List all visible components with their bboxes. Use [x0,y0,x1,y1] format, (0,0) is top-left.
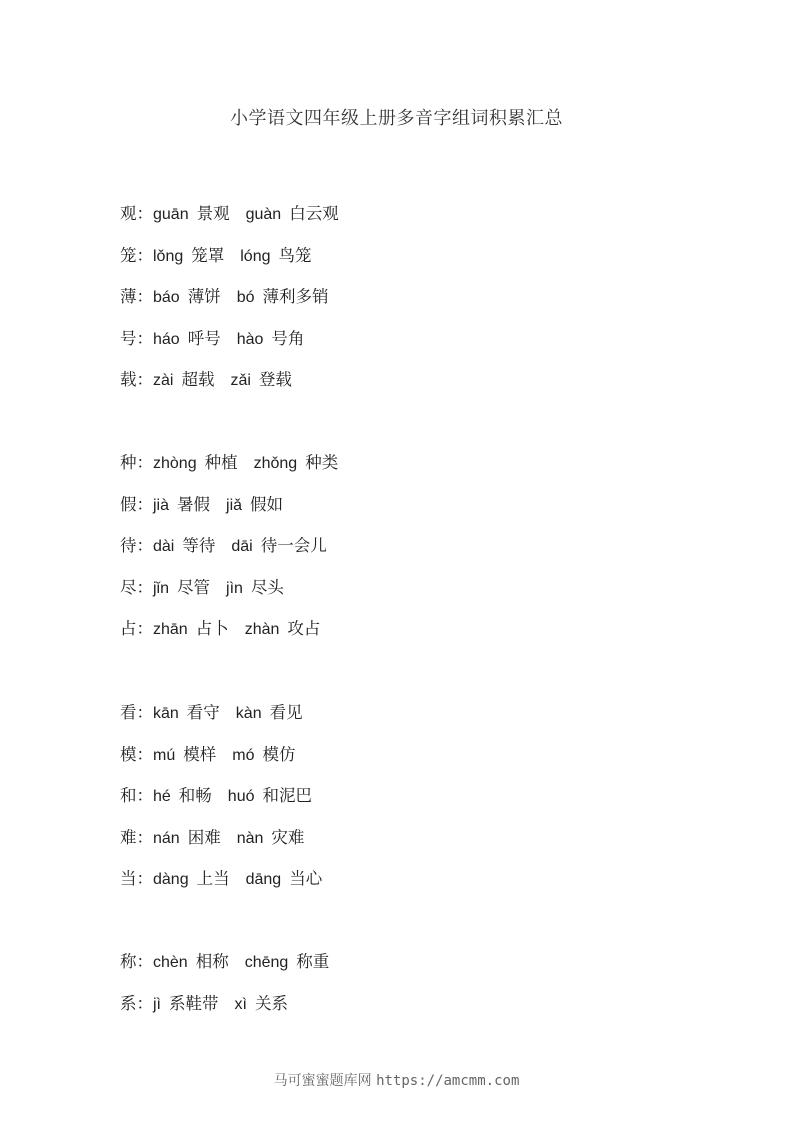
word-1: 种植 [204,453,238,472]
polyphone-char: 当 [120,869,137,889]
polyphone-char: 薄 [120,287,137,307]
pinyin-1: zhān [153,621,188,639]
word-1: 占卜 [195,619,229,639]
word-2: 当心 [289,869,323,889]
word-2: 登载 [258,370,292,390]
polyphone-char: 号 [120,328,137,348]
separator: ： [136,204,153,223]
polyphone-char: 待 [120,536,137,556]
footer-url: https://amcmm.com [376,1073,520,1089]
list-item [120,941,329,983]
word-1: 超载 [181,370,215,390]
pinyin-2: hào [236,330,264,348]
polyphone-char: 观 [120,204,137,223]
polyphone-char: 笼 [120,245,137,265]
word-1: 上当 [196,869,230,889]
pinyin-1: nán [153,829,180,847]
list-item [120,817,322,859]
separator: ： [136,703,153,722]
list-item [120,692,322,734]
pinyin-2: dāi [231,538,253,556]
word-2: 尽头 [250,577,284,597]
list-item [120,442,338,484]
pinyin-1: háo [153,330,180,348]
pinyin-1: báo [153,289,180,307]
separator: ： [136,993,153,1013]
word-2: 种类 [305,453,339,472]
pinyin-1: kān [153,705,179,722]
pinyin-1: lǒng [153,247,184,265]
word-2: 攻占 [287,619,321,639]
word-1: 困难 [187,827,221,847]
pinyin-2: huó [227,788,255,806]
polyphone-char: 模 [120,744,137,764]
pinyin-2: chēng [244,954,289,971]
pinyin-1: mú [153,746,176,764]
word-1: 等待 [182,536,216,556]
word-2: 称重 [296,952,330,971]
pinyin-1: guān [153,206,189,223]
list-item [120,734,322,776]
page-title: 小学语文四年级上册多音字组词积累汇总 [230,108,563,129]
pinyin-1: jià [153,496,170,514]
list-item [120,359,339,401]
word-1: 模样 [183,744,217,764]
separator: ： [136,827,153,847]
word-1: 尽管 [177,577,211,597]
word-2: 和泥巴 [262,786,312,806]
pinyin-2: bó [236,289,255,307]
separator: ： [136,453,153,472]
pinyin-2: dāng [245,871,282,889]
entry-group-2 [120,442,338,650]
list-item [120,318,339,360]
pinyin-1: jì [153,995,161,1013]
separator: ： [136,245,153,265]
pinyin-2: jiǎ [226,496,243,514]
polyphone-char: 尽 [120,577,137,597]
pinyin-2: xì [234,995,247,1013]
polyphone-char: 种 [120,453,137,472]
word-1: 薄饼 [187,287,221,307]
pinyin-2: guàn [245,206,282,223]
word-1: 看守 [186,703,220,722]
word-2: 鸟笼 [278,245,312,265]
polyphone-char: 难 [120,827,137,847]
word-1: 景观 [196,204,230,223]
pinyin-2: nàn [236,829,264,847]
separator: ： [136,786,153,806]
word-2: 待一会儿 [260,536,327,556]
word-2: 灾难 [271,827,305,847]
word-2: 白云观 [289,204,339,223]
pinyin-1: jǐn [153,579,170,597]
word-1: 系鞋带 [169,993,219,1013]
polyphone-char: 看 [120,703,137,722]
polyphone-char: 称 [120,952,137,971]
pinyin-1: chèn [153,954,188,971]
entry-group-3 [120,692,322,900]
word-2: 看见 [269,703,303,722]
separator: ： [136,577,153,597]
pinyin-2: kàn [235,705,262,722]
pinyin-1: hé [153,788,171,806]
word-1: 呼号 [187,328,221,348]
word-2: 薄利多销 [262,287,329,307]
list-item [120,193,339,235]
separator: ： [136,744,153,764]
list-item [120,567,338,609]
entry-group-4 [120,941,329,1024]
word-2: 模仿 [262,744,296,764]
footer-site-name: 马可蜜蜜题库网 [273,1073,372,1089]
pinyin-1: zhòng [153,455,197,472]
separator: ： [136,952,153,971]
polyphone-char: 载 [120,370,137,390]
word-2: 号角 [271,328,305,348]
pinyin-2: zhàn [244,621,280,639]
pinyin-2: mó [232,746,255,764]
pinyin-1: dàng [153,871,189,889]
polyphone-char: 系 [120,993,137,1013]
pinyin-1: dài [153,538,175,556]
separator: ： [136,869,153,889]
list-item [120,858,322,900]
word-2: 关系 [254,993,288,1013]
separator: ： [136,494,153,514]
list-item [120,775,322,817]
list-item [120,484,338,526]
pinyin-2: zǎi [230,372,251,390]
list-item [120,276,339,318]
list-item [120,983,329,1025]
separator: ： [136,328,153,348]
word-1: 相称 [195,952,229,971]
word-2: 假如 [250,494,284,514]
separator: ： [136,536,153,556]
separator: ： [136,287,153,307]
page-footer [0,1070,793,1090]
list-item [120,235,339,277]
polyphone-char: 占 [120,619,137,639]
word-1: 和畅 [178,786,212,806]
separator: ： [136,370,153,390]
pinyin-2: lóng [240,247,271,265]
pinyin-1: zài [153,372,174,390]
entry-group-1 [120,193,339,401]
pinyin-2: zhǒng [253,455,298,472]
polyphone-char: 假 [120,494,137,514]
pinyin-2: jìn [226,579,243,597]
polyphone-char: 和 [120,786,137,806]
separator: ： [136,619,153,639]
word-1: 暑假 [177,494,211,514]
list-item [120,525,338,567]
word-1: 笼罩 [191,245,225,265]
list-item [120,608,338,650]
